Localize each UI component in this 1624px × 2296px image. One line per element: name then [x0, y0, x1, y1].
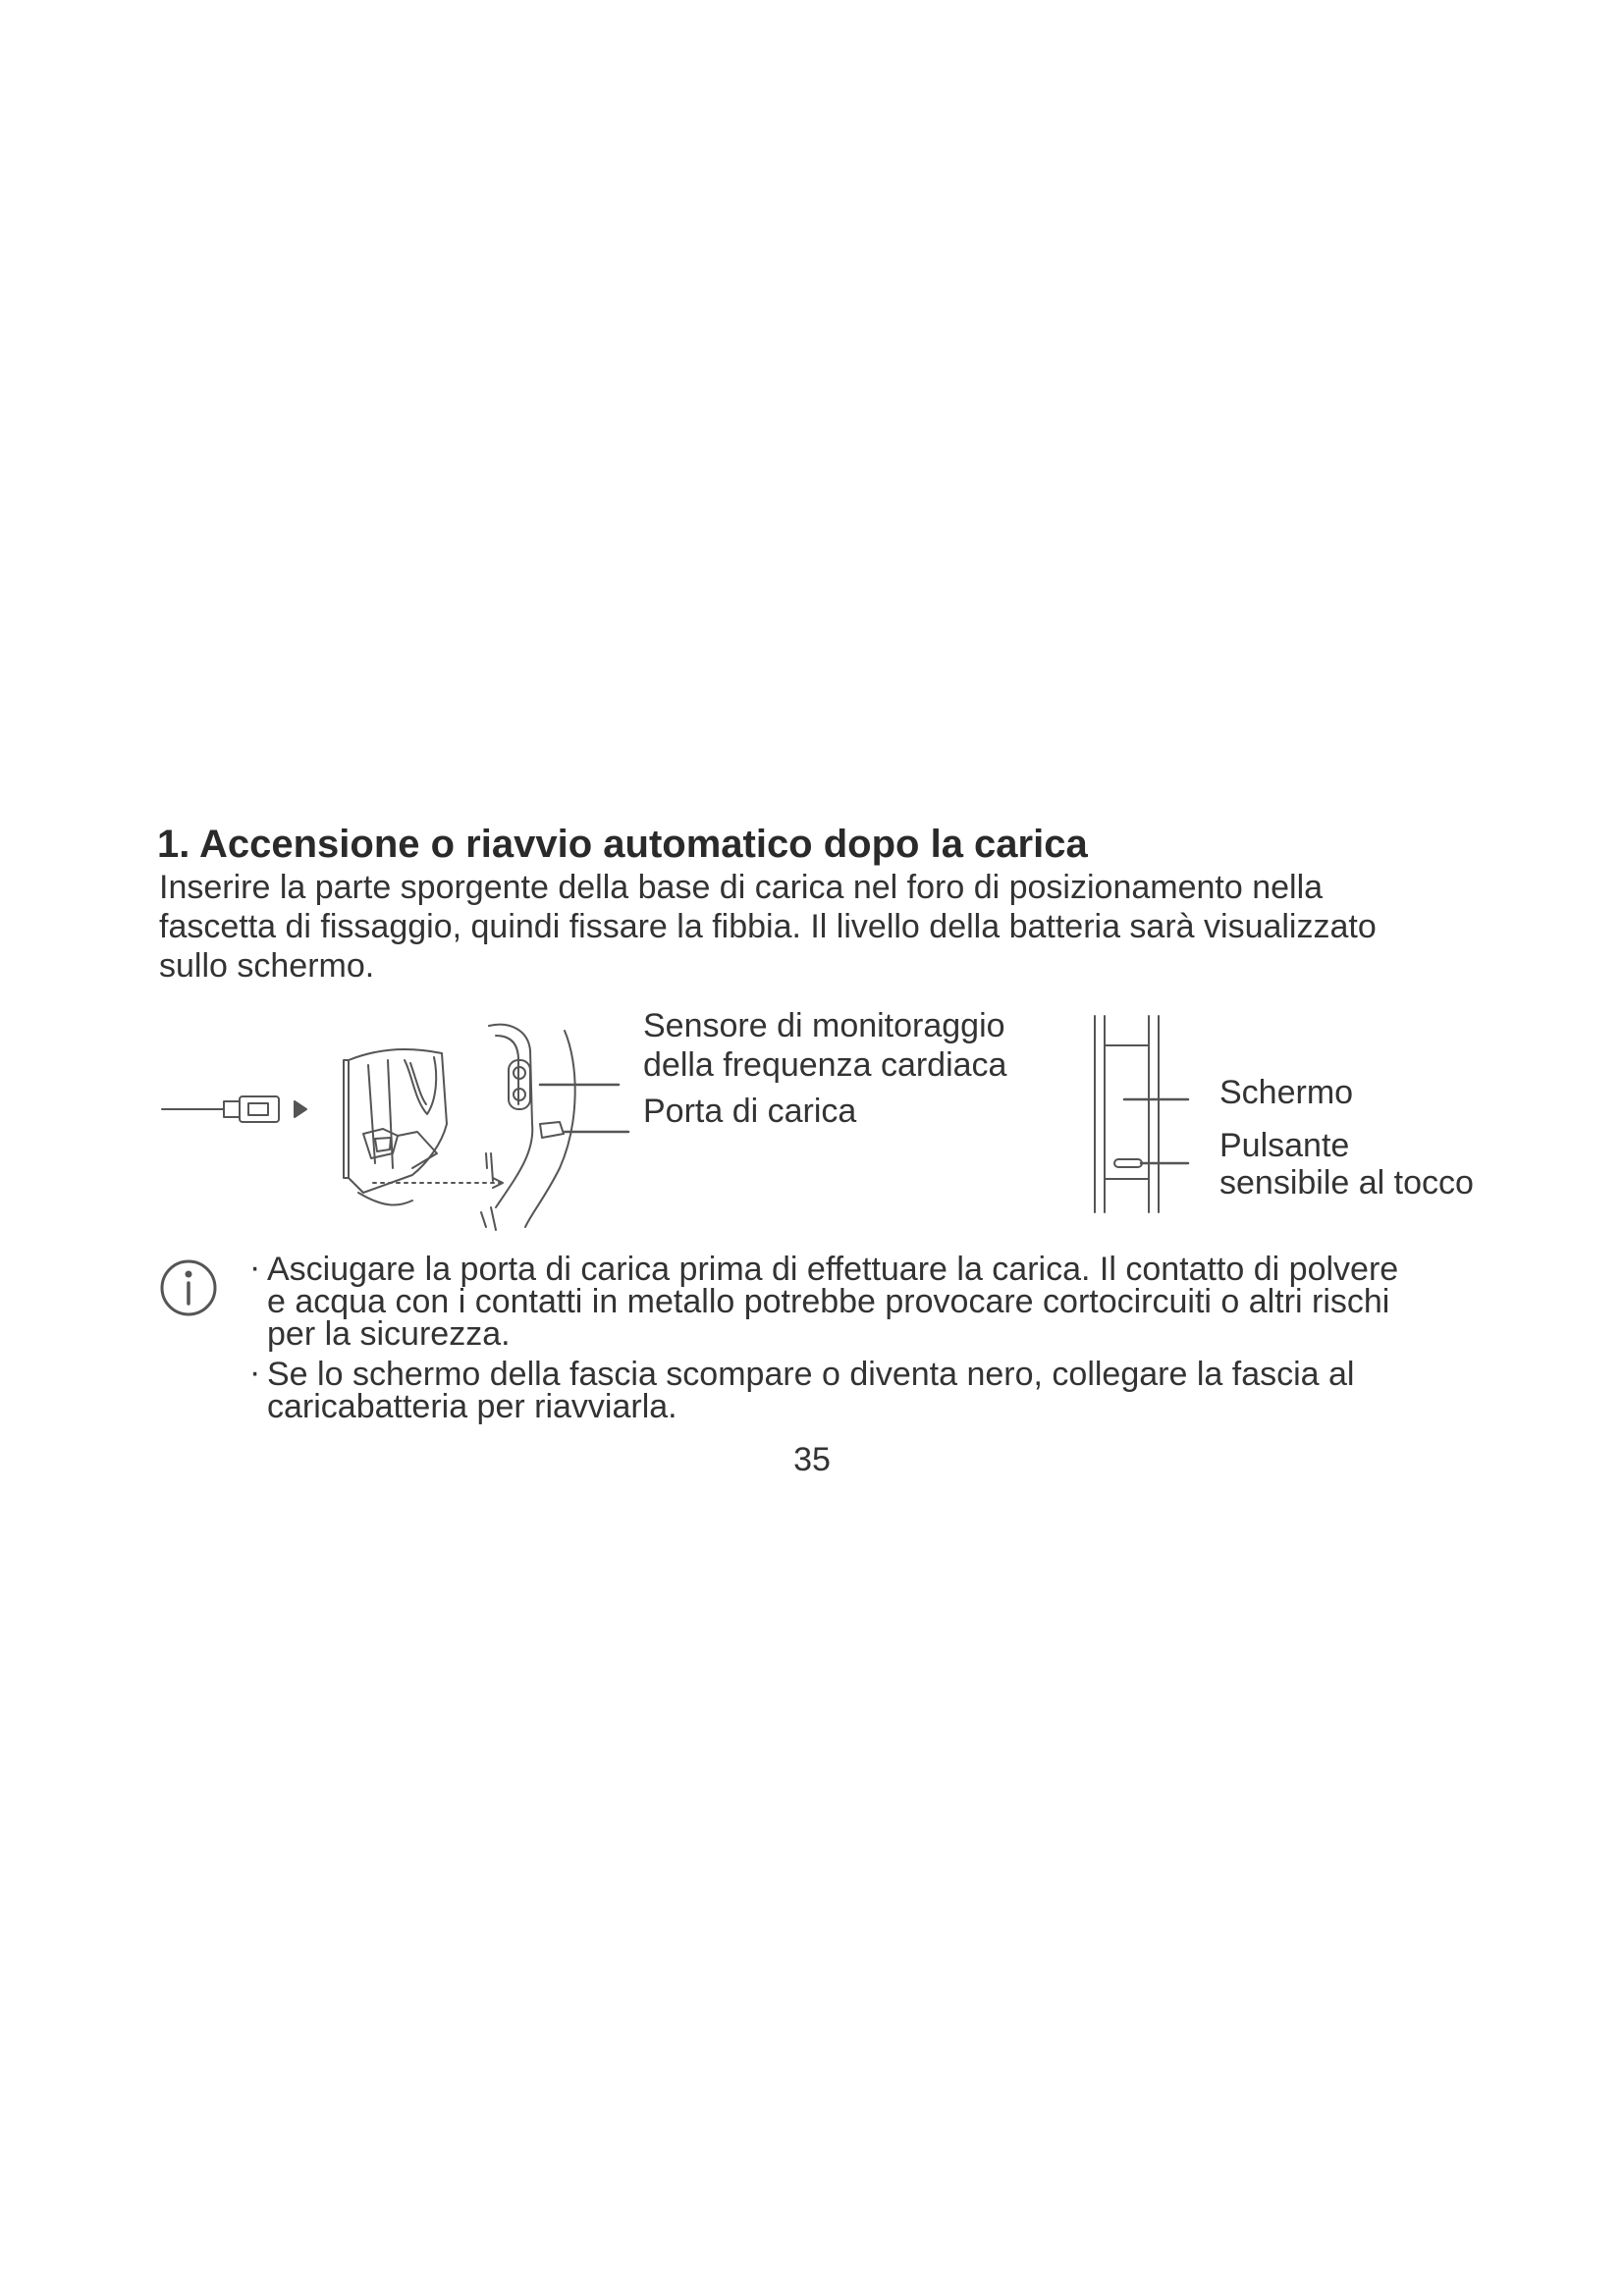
- touch-button-label: Pulsante sensibile al tocco: [1219, 1127, 1474, 1201]
- safety-notes: [253, 1251, 1530, 1431]
- note-item: · Se lo schermo della fascia scompare o diventa nero, collegare la fascia al caricabatteria per riavviarla.: [253, 1359, 1530, 1423]
- charging-diagram: [147, 1006, 1532, 1232]
- info-icon: [157, 1256, 220, 1319]
- intro-paragraph: [159, 868, 1534, 986]
- sensor-label: Sensore di monitoraggio della frequenza cardiaca: [643, 1007, 1007, 1084]
- tracker-band-icon: [481, 1025, 575, 1230]
- section-heading: 1. Accensione o riavvio automatico dopo la carica: [157, 823, 1088, 866]
- charging-base-icon: [344, 1049, 447, 1204]
- intro-line: sullo schermo.: [159, 947, 375, 985]
- screen-label: Schermo: [1219, 1074, 1354, 1111]
- usb-cable-icon: [162, 1096, 306, 1122]
- note-item: · Asciugare la porta di carica prima di effettuare la carica. Il contatto di polvere e acqua con i contatti in metallo potrebbe provocare cortocircuiti o altri rischi per la sicurezza.: [253, 1254, 1530, 1351]
- intro-line: fascetta di fissaggio, quindi fissare la fibbia. Il livello della batteria sarà visualizzato: [159, 908, 1377, 945]
- page-number: 35: [793, 1441, 831, 1478]
- charging-port-label: Porta di carica: [643, 1093, 857, 1130]
- intro-line: Inserire la parte sporgente della base di carica nel foro di posizionamento nella: [159, 869, 1324, 906]
- band-side-view-icon: [1095, 1016, 1159, 1212]
